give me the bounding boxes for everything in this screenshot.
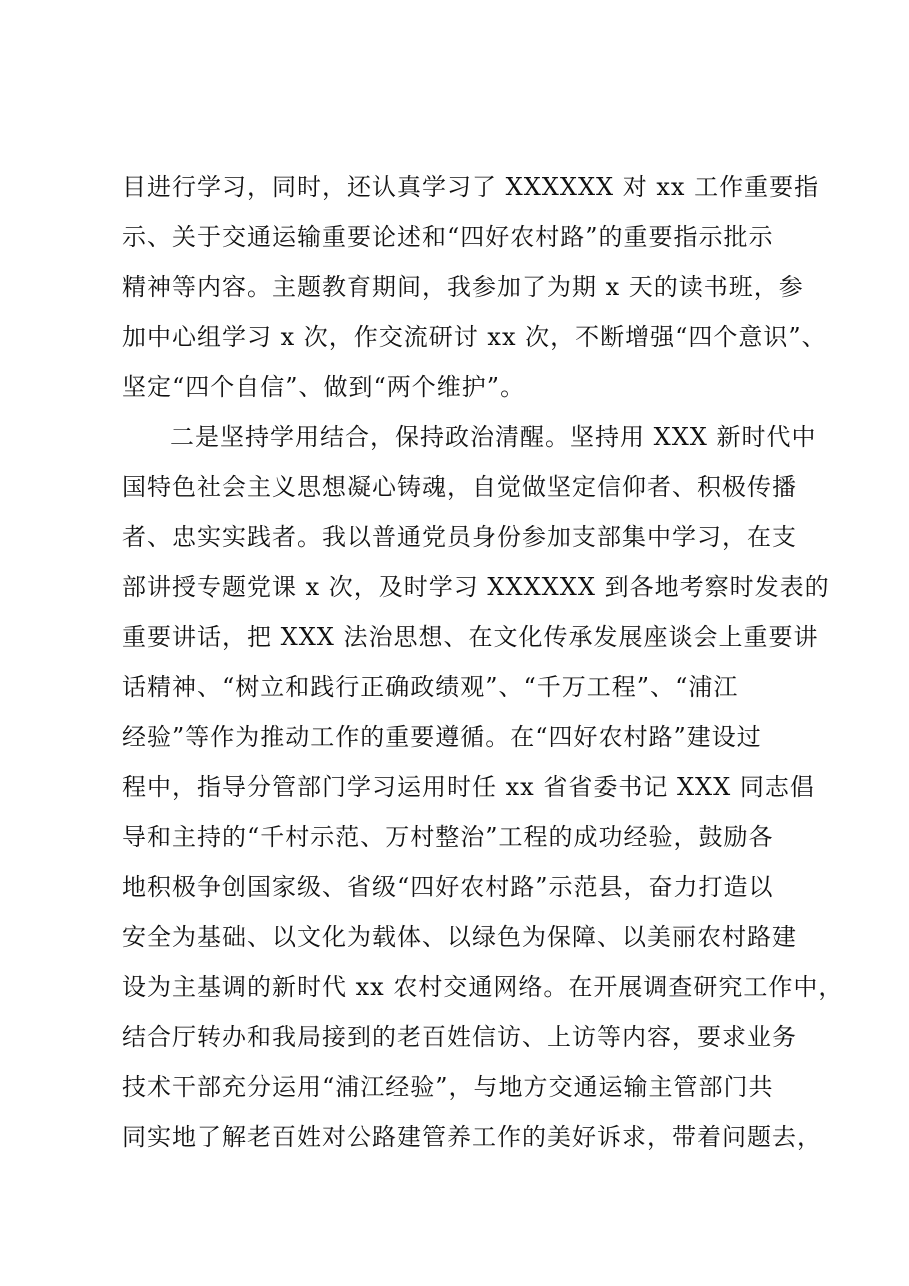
paragraph-2-line-10: 地积极争创国家级、省级“四好农村路”示范县，奋力打造以 <box>122 873 774 901</box>
paragraph-1-line-3: 精神等内容。主题教育期间，我参加了为期 x 天的读书班，参 <box>122 273 804 301</box>
document-body <box>122 162 844 1162</box>
paragraph-2-line-9: 导和主持的“千村示范、万村整治”工程的成功经验，鼓励各 <box>122 823 774 851</box>
paragraph-1-line-5: 坚定“四个自信”、做到“两个维护”。 <box>122 373 526 401</box>
paragraph-2-line-15: 同实地了解老百姓对公路建管养工作的美好诉求，带着问题去， <box>122 1123 822 1151</box>
paragraph-1-line-4: 加中心组学习 x 次，作交流研讨 xx 次，不断增强“四个意识”、 <box>122 323 827 351</box>
paragraph-2-line-14: 技术干部充分运用“浦江经验”，与地方交通运输主管部门共 <box>122 1073 774 1101</box>
paragraph-2-line-4: 部讲授专题党课 x 次，及时学习 XXXXXX 到各地考察时发表的 <box>122 573 830 601</box>
paragraph-2-line-13: 结合厅转办和我局接到的老百姓信访、上访等内容，要求业务 <box>122 1023 797 1051</box>
paragraph-2-line-1: 二是坚持学用结合，保持政治清醒。坚持用 XXX 新时代中 <box>170 423 817 451</box>
paragraph-2-line-5: 重要讲话，把 XXX 法治思想、在文化传承发展座谈会上重要讲 <box>122 623 819 651</box>
paragraph-2-line-6: 话精神、“树立和践行正确政绩观”、“千万工程”、“浦江 <box>122 673 739 701</box>
paragraph-2-line-11: 安全为基础、以文化为载体、以绿色为保障、以美丽农村路建 <box>122 923 797 951</box>
paragraph-2-line-2: 国特色社会主义思想凝心铸魂，自觉做坚定信仰者、积极传播 <box>122 473 797 501</box>
paragraph-1-line-2: 示、关于交通运输重要论述和“四好农村路”的重要指示批示 <box>122 223 774 251</box>
paragraph-2-line-8: 程中，指导分管部门学习运用时任 xx 省省委书记 XXX 同志倡 <box>122 773 815 801</box>
paragraph-2-line-3: 者、忠实实践者。我以普通党员身份参加支部集中学习，在支 <box>122 523 797 551</box>
paragraph-2-line-12: 设为主基调的新时代 xx 农村交通网络。在开展调查研究工作中， <box>122 973 844 1001</box>
paragraph-1-line-1: 目进行学习，同时，还认真学习了 XXXXXX 对 xx 工作重要指 <box>122 173 820 201</box>
paragraph-2-line-7: 经验”等作为推动工作的重要遵循。在“四好农村路”建设过 <box>122 723 762 751</box>
